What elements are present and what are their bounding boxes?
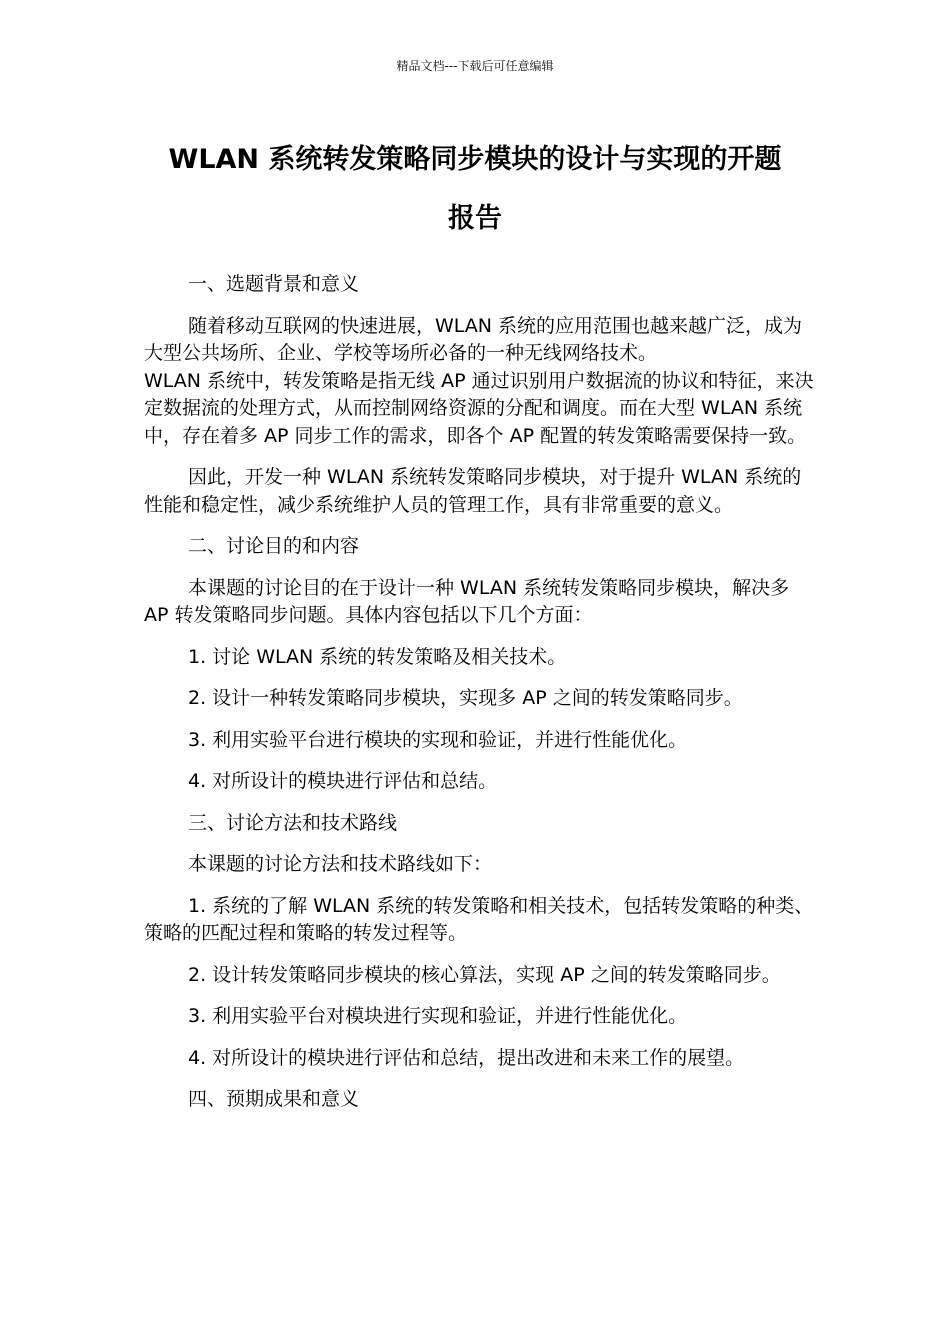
section-heading: 二、讨论目的和内容 [188,535,360,557]
list-item: 4. 对所设计的模块进行评估和总结。 [188,770,498,792]
page-header: 精品文档---下载后可任意编辑 [396,59,554,73]
list-item: 1. 讨论 WLAN 系统的转发策略及相关技术。 [188,645,567,668]
paragraph: WLAN 系统中，转发策略是指无线 AP 通过识别用户数据流的协议和特征，来决定数据流的处理方式，从而控制网络资源的分配和调度。而在大型 WLAN 系统中，存在着多 AP 同步工作的需求，即各个 AP 配置的转发策略需要保持一致。 [144,369,814,447]
list-item: 2. 设计一种转发策略同步模块，实现多 AP 之间的转发策略同步。 [188,687,743,709]
section-heading: 四、预期成果和意义 [188,1088,360,1110]
paragraph: 因此，开发一种 WLAN 系统转发策略同步模块，对于提升 WLAN 系统的性能和稳定性，减少系统维护人员的管理工作，具有非常重要的意义。 [144,466,802,516]
document-body [144,271,816,1114]
list-item: 1. 系统的了解 WLAN 系统的转发策略和相关技术，包括转发策略的种类、策略的匹配过程和策略的转发过程等。 [144,894,814,944]
document-title-line-2: 报告 [448,203,502,234]
document-title-line-1: WLAN 系统转发策略同步模块的设计与实现的开题 [168,144,782,175]
paragraph: 随着移动互联网的快速进展，WLAN 系统的应用范围也越来越广泛，成为大型公共场所、企业、学校等场所必备的一种无线网络技术。 [144,314,803,364]
list-item: 4. 对所设计的模块进行评估和总结，提出改进和未来工作的展望。 [188,1046,745,1069]
paragraph: 本课题的讨论目的在于设计一种 WLAN 系统转发策略同步模块，解决多 AP 转发策略同步问题。具体内容包括以下几个方面： [144,576,790,626]
list-item: 2. 设计转发策略同步模块的核心算法，实现 AP 之间的转发策略同步。 [188,963,781,986]
section-heading: 三、讨论方法和技术路线 [188,811,398,834]
list-item: 3. 利用实验平台进行模块的实现和验证，并进行性能优化。 [188,728,688,751]
list-item: 3. 利用实验平台对模块进行实现和验证，并进行性能优化。 [188,1005,688,1027]
section-heading: 一、选题背景和意义 [188,273,360,295]
paragraph: 本课题的讨论方法和技术路线如下： [188,853,493,875]
